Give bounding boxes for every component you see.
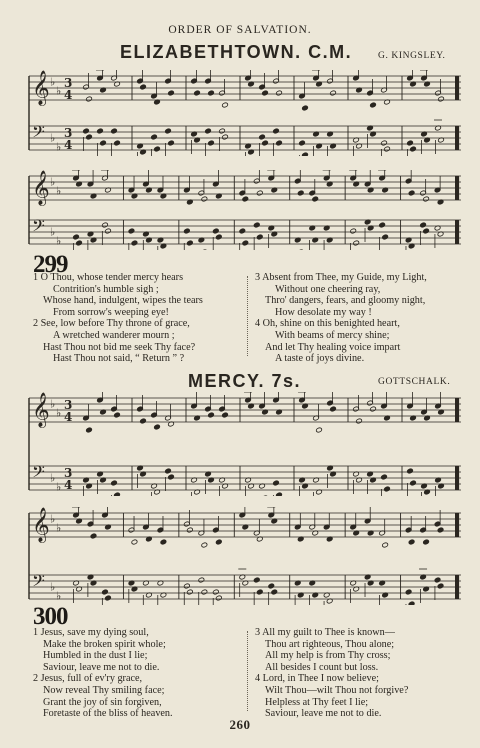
verse-line: 4 Oh, shine on this benighted heart,	[255, 318, 400, 330]
verse-line: Wilt Thou—wilt Thou not forgive?	[265, 684, 409, 696]
column-divider	[247, 276, 248, 356]
verse-line: Saviour, leave me not to die.	[43, 661, 160, 673]
verse-line: Humbled in the dust I lie;	[43, 650, 148, 662]
verse-line: Grant the joy of sin forgiven,	[43, 696, 162, 708]
music-system-2	[28, 170, 462, 250]
verse-line: Make the broken spirit whole;	[43, 638, 166, 650]
verse-line: Contrition's humble sigh ;	[53, 283, 159, 295]
svg-text:3: 3	[64, 126, 73, 140]
svg-text:♭: ♭	[50, 225, 56, 239]
verse-line: 1 O Thou, whose tender mercy hears	[33, 272, 184, 283]
verse-line: Saviour, leave me not to die.	[265, 708, 382, 720]
verse-line: All besides I count but loss.	[265, 661, 379, 673]
svg-text:♭: ♭	[56, 140, 62, 154]
svg-text:♭: ♭	[56, 84, 62, 98]
svg-text:♭: ♭	[50, 131, 56, 145]
svg-text:𝄞: 𝄞	[32, 170, 50, 206]
svg-text:♭: ♭	[50, 471, 56, 485]
svg-text:♭: ♭	[50, 580, 56, 594]
svg-text:4: 4	[64, 138, 73, 152]
verse-line: A taste of joys divine.	[275, 353, 365, 365]
svg-text:3: 3	[64, 398, 73, 412]
svg-text:♭: ♭	[50, 397, 56, 411]
svg-text:♭: ♭	[56, 589, 62, 603]
composer-kingsley: G. KINGSLEY.	[378, 51, 446, 61]
verse-line: Helpless at Thy feet I lie;	[265, 696, 369, 708]
section-header: ORDER OF SALVATION.	[168, 24, 312, 36]
svg-text:3: 3	[64, 76, 73, 90]
verse-line: Now reveal Thy smiling face;	[43, 684, 165, 696]
page-number: 260	[229, 717, 251, 732]
svg-text:𝄞: 𝄞	[32, 70, 50, 106]
svg-text:4: 4	[64, 478, 73, 492]
svg-text:4: 4	[64, 410, 73, 424]
hymn-300-verses-right	[255, 627, 467, 720]
svg-text:♭: ♭	[50, 75, 56, 89]
verse-line: Foretaste of the bliss of heaven.	[43, 708, 173, 720]
hymn-300-verses-left	[33, 627, 245, 720]
hymn-299-verses-left	[33, 272, 245, 365]
verse-line: A wretched wanderer mourn ;	[53, 329, 175, 341]
verse-line: 2 See, low before Thy throne of grace,	[33, 318, 190, 330]
verse-line: Thro' dangers, fears, and gloomy night,	[265, 295, 426, 307]
hymn-299-verses-right	[255, 272, 467, 365]
music-system-1	[28, 70, 462, 156]
svg-text:3: 3	[64, 466, 73, 480]
svg-text:4: 4	[64, 88, 73, 102]
composer-gottschalk: GOTTSCHALK.	[378, 377, 451, 387]
verse-line: Thou art righteous, Thou alone;	[265, 638, 395, 650]
svg-text:𝄢: 𝄢	[32, 121, 45, 146]
verse-line: With beams of mercy shine;	[275, 329, 390, 341]
hymn-number-299: 299	[33, 251, 68, 278]
verse-line: Whose hand, indulgent, wipes the tears	[43, 295, 203, 307]
svg-text:♭: ♭	[56, 234, 62, 248]
svg-text:𝄞: 𝄞	[32, 507, 50, 543]
verse-line: 2 Jesus, full of ev'ry grace,	[33, 673, 143, 685]
verse-line: And let Thy healing voice impart	[265, 341, 401, 353]
svg-text:𝄢: 𝄢	[32, 461, 45, 486]
verse-line: 4 Lord, in Thee I now believe;	[255, 673, 380, 685]
svg-text:♭: ♭	[56, 184, 62, 198]
svg-text:♭: ♭	[56, 406, 62, 420]
verse-line: 3 All my guilt to Thee is known—	[255, 627, 395, 638]
svg-text:𝄢: 𝄢	[32, 215, 45, 240]
svg-text:♭: ♭	[56, 521, 62, 535]
svg-text:𝄢: 𝄢	[32, 570, 45, 595]
music-system-3	[28, 392, 462, 496]
verse-line: Without one cheering ray,	[275, 283, 381, 295]
hymn-number-300: 300	[33, 603, 68, 630]
verse-line: From sorrow's weeping eye!	[53, 306, 169, 318]
svg-text:♭: ♭	[50, 175, 56, 189]
music-system-4	[28, 507, 462, 605]
verse-line: How desolate my way !	[275, 306, 372, 318]
verse-line: 3 Absent from Thee, my Guide, my Light,	[255, 272, 427, 283]
verse-line: 1 Jesus, save my dying soul,	[33, 627, 149, 638]
verse-line: Hast Thou not bid me seek Thy face?	[43, 341, 196, 353]
column-divider	[247, 631, 248, 711]
tune-title-elizabethtown: ELIZABETHTOWN. C.M.	[120, 42, 353, 62]
verse-line: Hast Thou not said, “ Return ” ?	[53, 353, 185, 365]
svg-text:♭: ♭	[50, 512, 56, 526]
tune-title-mercy: MERCY. 7s.	[188, 371, 302, 391]
verse-line: All my help is from Thy cross;	[265, 650, 391, 662]
svg-text:♭: ♭	[56, 480, 62, 494]
svg-text:𝄞: 𝄞	[32, 392, 50, 428]
